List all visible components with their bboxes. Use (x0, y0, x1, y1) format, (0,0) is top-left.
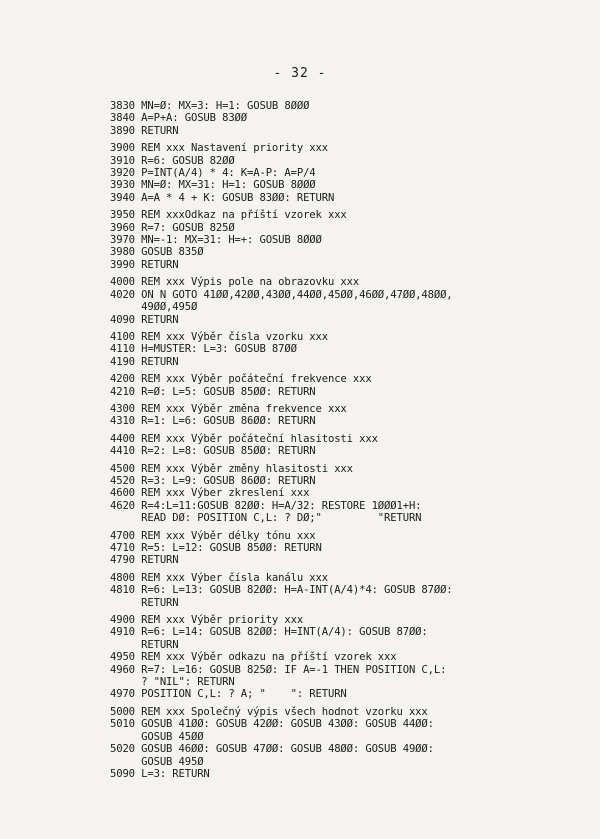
code-line: 4900 REM xxx Výběr priority xxx (110, 614, 304, 627)
code-line: RETURN (110, 596, 179, 609)
code-line: 4310 R=1: L=6: GOSUB 86ØØ: RETURN (110, 415, 316, 428)
code-line: 4960 R=7: L=16: GOSUB 825Ø: IF A=-1 THEN POSITION C,L: (110, 663, 447, 676)
code-line: 5010 GOSUB 41ØØ: GOSUB 42ØØ: GOSUB 43ØØ: GOSUB 44ØØ: (110, 718, 434, 731)
code-line: 4500 REM xxx Výběr změny hlasitosti xxx (110, 462, 353, 475)
code-line: 49ØØ,495Ø (110, 301, 198, 314)
code-line: 4800 REM xxx Výber čísla kanálu xxx (110, 571, 328, 584)
code-line: RETURN (110, 638, 179, 651)
code-line: 3920 P=INT(A/4) * 4: K=A-P: A=P/4 (110, 167, 316, 180)
code-line: 5020 GOSUB 46ØØ: GOSUB 47ØØ: GOSUB 48ØØ: GOSUB 49ØØ: (110, 743, 434, 756)
code-line: 3990 RETURN (110, 258, 179, 271)
code-line: 4000 REM xxx Výpis pole na obrazovku xxx (110, 276, 360, 289)
code-line: GOSUB 495Ø (110, 755, 204, 768)
code-line: 5090 L=3: RETURN (110, 767, 210, 780)
code-block (110, 100, 566, 137)
code-line: 3970 MN=-1: MX=31: H=+: GOSUB 8ØØØ (110, 234, 322, 247)
code-line: 4100 REM xxx Výběr čísla vzorku xxx (110, 330, 328, 343)
code-line: 5000 REM xxx Společný výpis všech hodnot vzorku xxx (110, 705, 428, 718)
code-block (110, 403, 566, 428)
code-line: 4110 H=MUSTER: L=3: GOSUB 87ØØ (110, 343, 297, 356)
code-line: 3980 GOSUB 835Ø (110, 246, 204, 259)
code-line: 3930 MN=Ø: MX=31: H=1: GOSUB 8ØØØ (110, 179, 316, 192)
code-line: 4600 REM xxx Výber zkreslení xxx (110, 487, 310, 500)
code-line: 3830 MN=Ø: MX=3: H=1: GOSUB 8ØØØ (110, 100, 310, 112)
code-line: 4620 R=4:L=11:GOSUB 82ØØ: H=A/32: RESTORE 1ØØØ1+H: (110, 499, 422, 512)
code-block (110, 276, 566, 326)
code-line: READ DØ: POSITION C,L: ? DØ;" "RETURN (110, 512, 422, 525)
code-line: 4090 RETURN (110, 313, 179, 326)
code-line: 3840 A=P+A: GOSUB 83ØØ (110, 112, 248, 125)
code-line: 4970 POSITION C,L: ? A; " ": RETURN (110, 688, 347, 701)
code-block (110, 331, 566, 368)
code-block (110, 209, 566, 271)
code-line: 4700 REM xxx Výběr délky tónu xxx (110, 529, 316, 542)
code-line: 4790 RETURN (110, 554, 179, 567)
code-block (110, 142, 566, 204)
code-block (110, 463, 566, 525)
code-line: GOSUB 45ØØ (110, 730, 204, 743)
code-line: 4200 REM xxx Výběr počáteční frekvence xxx (110, 373, 372, 386)
code-block (110, 614, 566, 701)
code-block (110, 373, 566, 398)
code-line: 4410 R=2: L=8: GOSUB 85ØØ: RETURN (110, 445, 316, 458)
code-block (110, 530, 566, 567)
code-line: 4950 REM xxx Výběr odkazu na příští vzorek xxx (110, 651, 397, 664)
page-number: - 32 - (273, 66, 327, 81)
code-line: 3910 R=6: GOSUB 82ØØ (110, 154, 235, 167)
code-line: 3960 R=7: GOSUB 825Ø (110, 221, 235, 234)
code-line: 3950 REM xxxOdkaz na příští vzorek xxx (110, 209, 347, 222)
code-line: 4210 R=Ø: L=5: GOSUB 85ØØ: RETURN (110, 385, 316, 398)
code-block (110, 706, 566, 780)
basic-code-listing (110, 100, 566, 785)
code-line: ? "NIL": RETURN (110, 676, 235, 689)
code-line: 3940 A=A * 4 + K: GOSUB 83ØØ: RETURN (110, 191, 335, 204)
code-line: 4300 REM xxx Výběr změna frekvence xxx (110, 402, 347, 415)
code-line: 4710 R=5: L=12: GOSUB 85ØØ: RETURN (110, 542, 322, 554)
code-block (110, 433, 566, 458)
code-line: 3900 REM xxx Nastavení priority xxx (110, 142, 328, 155)
code-line: 4190 RETURN (110, 355, 179, 368)
code-line: 4020 ON N GOTO 41ØØ,42ØØ,43ØØ,44ØØ,45ØØ,46ØØ,47ØØ,48ØØ, (110, 288, 453, 301)
code-line: 3890 RETURN (110, 124, 179, 137)
code-line: 4810 R=6: L=13: GOSUB 82ØØ: H=A-INT(A/4)*4: GOSUB 87ØØ: (110, 584, 453, 597)
code-block (110, 572, 566, 609)
code-line: 4520 R=3: L=9: GOSUB 86ØØ: RETURN (110, 474, 316, 487)
code-line: 4910 R=6: L=14: GOSUB 82ØØ: H=INT(A/4): GOSUB 87ØØ: (110, 626, 428, 639)
code-line: 4400 REM xxx Výběr počáteční hlasitosti xxx (110, 432, 378, 445)
